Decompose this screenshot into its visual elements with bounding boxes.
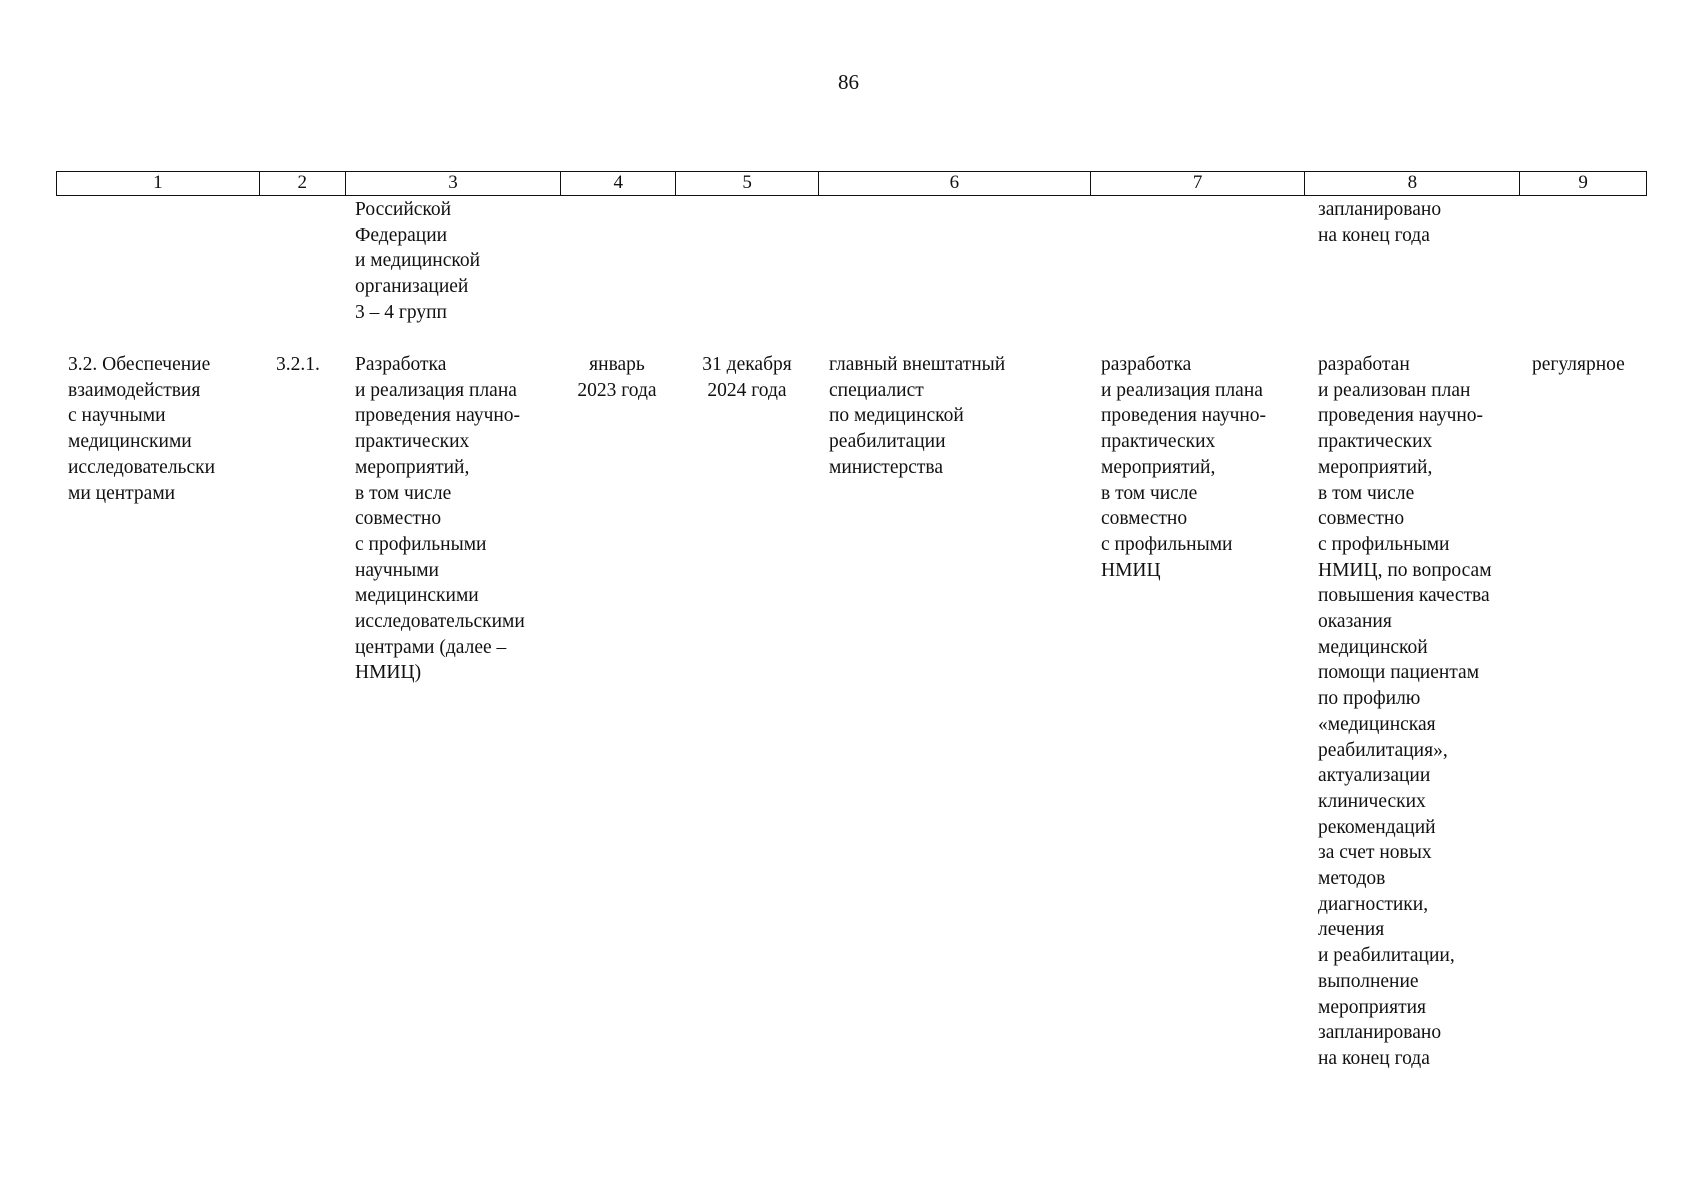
continued-cell-col8: запланировано на конец года [1318, 199, 1442, 246]
column-header-6: 6 [819, 172, 1091, 195]
cell-col3-activity: Разработка и реализация плана проведения научно- практических мероприятий, в том числе совместно с профильными научными медицинскими исследовательскими центрами (далее – НМИЦ) [355, 354, 525, 684]
column-header-7: 7 [1091, 172, 1306, 195]
cell-col1-task: 3.2. Обеспечение взаимодействия с научными медицинскими исследовательски ми центрами [68, 354, 216, 504]
column-header-4: 4 [561, 172, 676, 195]
cell-col7-result: разработка и реализация плана проведения научно- практических мероприятий, в том числе совместно с профильными НМИЦ [1101, 354, 1267, 581]
column-header-3: 3 [346, 172, 562, 195]
column-header-9: 9 [1578, 172, 1588, 193]
cell-col8-status: разработан и реализован план проведения научно- практических мероприятий, в том числе совместно с профильными НМИЦ, по вопросам повышения качества оказания медицинской помощи пациентам по профилю «медицинская реабилитация», актуализации клинических рекомендаций за счет новых методов диагностики, лечения и реабилитации, выполнение мероприятия запланировано на конец года [1318, 354, 1492, 1069]
continued-cell-col3: Российской Федерации и медицинской организацией 3 – 4 групп [355, 199, 481, 323]
cell-col2-number: 3.2.1. [276, 354, 320, 375]
page-number: 86 [838, 70, 859, 94]
table-header-row [56, 171, 1647, 196]
cell-col4-start: январь 2023 года [577, 354, 657, 401]
column-header-2: 2 [260, 172, 346, 195]
cell-col5-end: 31 декабря 2024 года [702, 354, 792, 401]
column-header-1: 1 [57, 172, 260, 195]
cell-col6-responsible: главный внештатный специалист по медицинской реабилитации министерства [829, 354, 1006, 478]
column-header-8: 8 [1305, 172, 1520, 195]
cell-col9-type: регулярное [1532, 354, 1625, 375]
column-header-5: 5 [676, 172, 819, 195]
